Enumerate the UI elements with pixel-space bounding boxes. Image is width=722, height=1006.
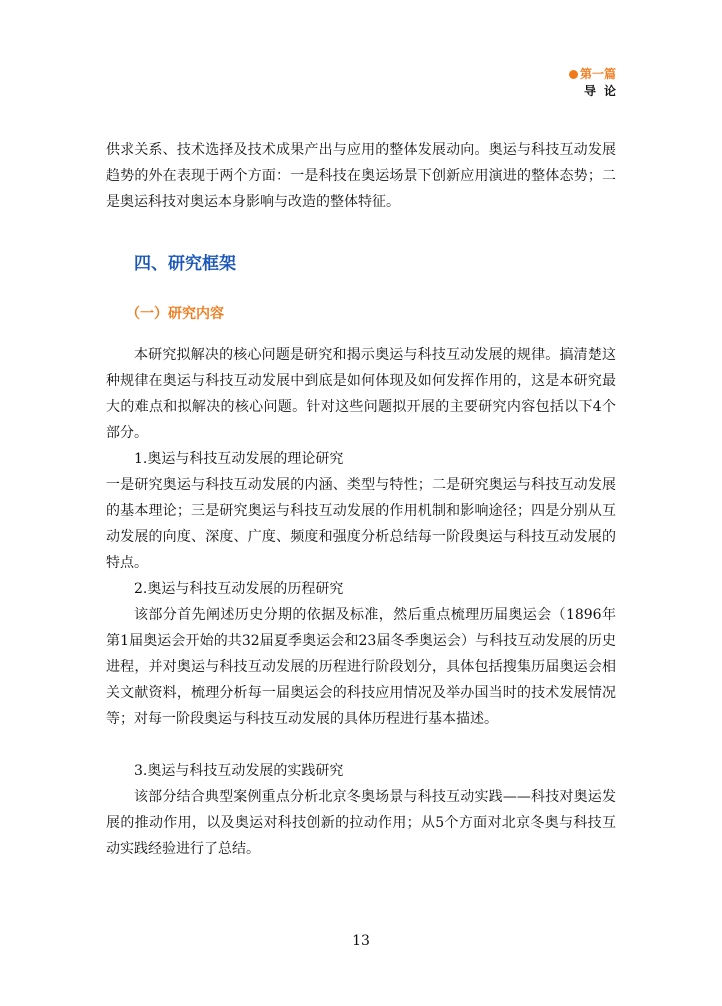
item-1	[106, 446, 616, 576]
item-3-title: 3.奥运与科技互动发展的实践研究	[134, 763, 344, 779]
item-2-body: 该部分首先阐述历史分期的依据及标准，然后重点梳理历届奥运会（1896年第1届奥运会开始的共32届夏季奥运会和23届冬季奥运会）与科技互动发展的历史进程，并对奥运与科技互动发展的历程进行阶段划分，具体包括搜集历届奥运会相关文献资料，梳理分析每一届奥运会的科技应用情况及举办国当时的技术发展情况等；对每一阶段奥运与科技互动发展的具体历程进行基本描述。	[106, 607, 616, 727]
part-label: 第一篇	[579, 67, 616, 81]
content-intro-paragraph: 本研究拟解决的核心问题是研究和揭示奥运与科技互动发展的规律。搞清楚这种规律在奥运与科技互动发展中到底是如何体现及如何发挥作用的，这是本研究最大的难点和拟解决的核心问题。针对这些问题拟开展的主要研究内容包括以下4个部分。	[106, 347, 616, 441]
page-number: 13	[352, 933, 370, 949]
item-3-body: 该部分结合典型案例重点分析北京冬奥场景与科技互动实践——科技对奥运发展的推动作用，以及奥运对科技创新的拉动作用；从5个方面对北京冬奥与科技互动实践经验进行了总结。	[106, 789, 616, 857]
item-2-title: 2.奥运与科技互动发展的历程研究	[134, 581, 344, 597]
intro-paragraph: 供求关系、技术选择及技术成果产出与应用的整体发展动向。奥运与科技互动发展趋势的外在表现于两个方面：一是科技在奥运场景下创新应用演进的整体态势；二是奥运科技对奥运本身影响与改造的整体特征。	[106, 142, 616, 210]
item-1-body: 一是研究奥运与科技互动发展的内涵、类型与特性；二是研究奥运与科技互动发展的基本理论；三是研究奥运与科技互动发展的作用机制和影响途径；四是分别从互动发展的向度、深度、广度、频度和强度分析总结每一阶段奥运与科技互动发展的特点。	[106, 477, 616, 571]
section-heading: 四、研究框架	[134, 254, 236, 274]
orange-dot-icon	[569, 70, 578, 79]
chapter-label: 导论	[583, 84, 624, 98]
item-2	[106, 576, 616, 732]
item-3	[106, 758, 616, 862]
item-1-title: 1.奥运与科技互动发展的理论研究	[134, 451, 344, 467]
part-line	[569, 66, 616, 83]
running-header	[569, 66, 624, 100]
subsection-heading: （一）研究内容	[126, 306, 224, 322]
